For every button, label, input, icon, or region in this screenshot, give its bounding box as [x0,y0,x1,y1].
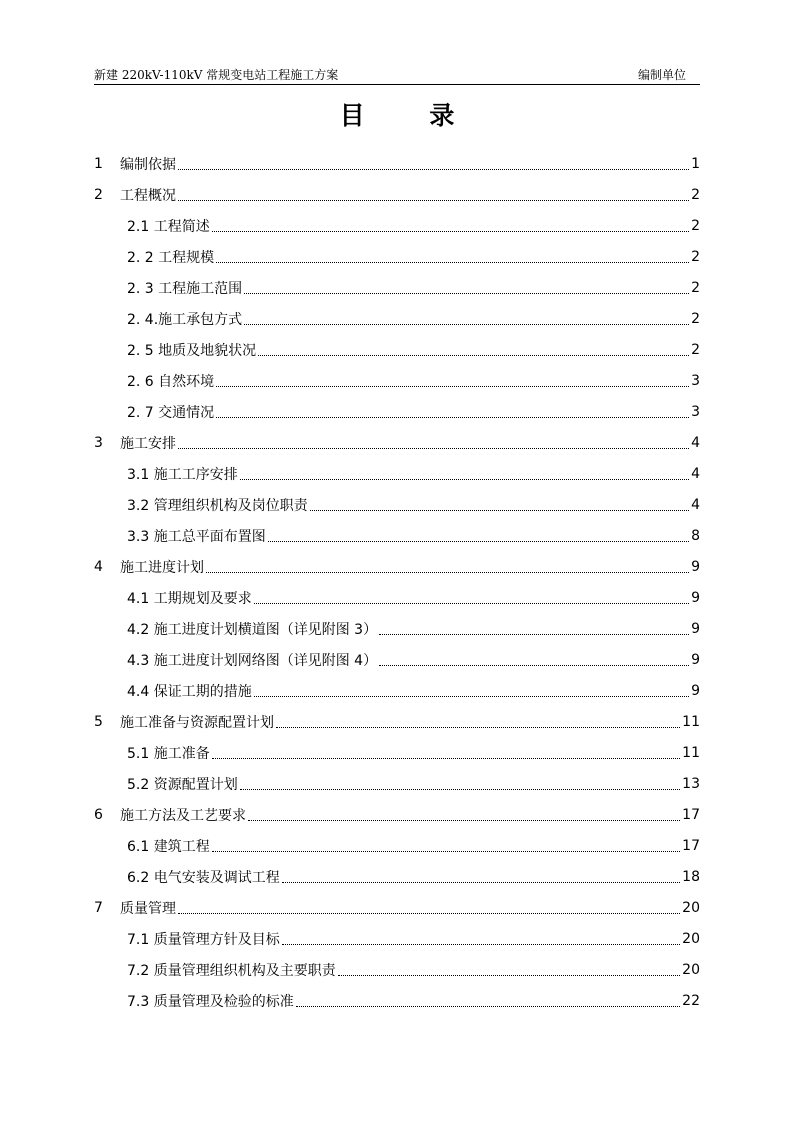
page-header [94,66,700,85]
toc-dot-leader [240,479,689,480]
toc-entry-label: 2. 2 工程规模 [127,249,215,266]
toc-entry-page-number: 17 [682,837,700,854]
toc-entry[interactable] [94,799,700,830]
toc-entry[interactable] [94,582,700,613]
toc-entry-number: 3 [94,434,103,451]
toc-entry-label: 施工进度计划 [120,559,204,576]
toc-entry-page-number: 11 [682,713,700,730]
toc-entry-page-number: 4 [691,434,700,451]
toc-entry-page-number: 3 [691,372,700,389]
toc-dot-leader [379,634,689,635]
toc-entry-number: 6 [94,806,103,823]
toc-entry-page-number: 20 [682,961,700,978]
toc-dot-leader [212,231,689,232]
toc-entry[interactable] [94,210,700,241]
toc-entry[interactable] [94,458,700,489]
toc-dot-leader [178,913,680,914]
toc-entry-label: 施工准备与资源配置计划 [120,714,274,731]
toc-entry[interactable] [94,861,700,892]
toc-entry-label: 4.3 施工进度计划网络图（详见附图 4） [127,652,378,669]
toc-dot-leader [296,1006,680,1007]
toc-entry[interactable] [94,985,700,1016]
toc-entry-number: 2 [94,186,103,203]
toc-entry-page-number: 9 [691,558,700,575]
toc-entry-label: 4.4 保证工期的措施 [127,683,252,700]
toc-entry-label: 3.2 管理组织机构及岗位职责 [127,497,308,514]
toc-entry[interactable] [94,644,700,675]
toc-entry-page-number: 2 [691,217,700,234]
toc-dot-leader [244,293,689,294]
toc-entry-label: 6.2 电气安装及调试工程 [127,869,280,886]
toc-entry-label: 3.1 施工工序安排 [127,466,238,483]
toc-entry-label: 7.2 质量管理组织机构及主要职责 [127,962,336,979]
toc-dot-leader [268,541,689,542]
header-document-title: 新建 220kV-110kV 常规变电站工程施工方案 [94,68,339,82]
toc-entry[interactable] [94,675,700,706]
toc-entry-label: 7.1 质量管理方针及目标 [127,931,280,948]
toc-dot-leader [216,417,689,418]
toc-entry-label: 2. 3 工程施工范围 [127,280,243,297]
toc-dot-leader [254,603,689,604]
toc-entry[interactable] [94,892,700,923]
toc-entry[interactable] [94,396,700,427]
toc-entry-page-number: 22 [682,992,700,1009]
toc-dot-leader [379,665,689,666]
toc-entry-page-number: 1 [691,155,700,172]
toc-dot-leader [244,324,689,325]
toc-dot-leader [216,262,689,263]
toc-entry-label: 2. 7 交通情况 [127,404,215,421]
toc-entry-number: 7 [94,899,103,916]
toc-entry-label: 施工安排 [120,435,176,452]
toc-entry[interactable] [94,179,700,210]
toc-dot-leader [178,169,689,170]
toc-dot-leader [282,944,680,945]
toc-entry-label: 4.2 施工进度计划横道图（详见附图 3） [127,621,378,638]
toc-entry-label: 质量管理 [120,900,176,917]
toc-entry[interactable] [94,830,700,861]
toc-entry-label: 4.1 工期规划及要求 [127,590,252,607]
toc-entry-page-number: 17 [682,806,700,823]
toc-entry-page-number: 20 [682,930,700,947]
toc-entry-label: 2.1 工程简述 [127,218,210,235]
toc-dot-leader [282,882,680,883]
toc-entry-label: 2. 5 地质及地貌状况 [127,342,257,359]
toc-entry-page-number: 9 [691,589,700,606]
toc-entry[interactable] [94,303,700,334]
toc-entry-page-number: 13 [682,775,700,792]
toc-entry[interactable] [94,954,700,985]
header-organization: 编制单位 [637,68,686,82]
toc-entry[interactable] [94,737,700,768]
toc-entry[interactable] [94,520,700,551]
page-title: 目 录 [339,101,483,130]
toc-dot-leader [240,789,680,790]
toc-entry[interactable] [94,613,700,644]
table-of-contents [94,148,700,1016]
toc-entry-page-number: 4 [691,496,700,513]
toc-dot-leader [276,727,680,728]
toc-entry-page-number: 9 [691,620,700,637]
toc-dot-leader [216,386,689,387]
toc-entry-page-number: 2 [691,310,700,327]
toc-entry-label: 6.1 建筑工程 [127,838,210,855]
toc-entry-page-number: 11 [682,744,700,761]
toc-entry[interactable] [94,365,700,396]
toc-entry[interactable] [94,489,700,520]
toc-entry-label: 2. 4.施工承包方式 [127,311,243,328]
toc-entry-label: 2. 6 自然环境 [127,373,215,390]
toc-entry[interactable] [94,334,700,365]
toc-dot-leader [206,572,689,573]
toc-entry[interactable] [94,923,700,954]
toc-entry-label: 工程概况 [120,187,176,204]
toc-entry-page-number: 2 [691,186,700,203]
toc-dot-leader [178,448,689,449]
toc-entry-page-number: 9 [691,651,700,668]
toc-dot-leader [178,200,689,201]
toc-entry-page-number: 2 [691,341,700,358]
toc-entry[interactable] [94,241,700,272]
toc-entry[interactable] [94,706,700,737]
toc-entry-label: 5.1 施工准备 [127,745,210,762]
toc-entry[interactable] [94,272,700,303]
toc-entry[interactable] [94,427,700,458]
toc-dot-leader [254,696,689,697]
toc-entry-page-number: 4 [691,465,700,482]
toc-entry-number: 1 [94,155,103,172]
toc-dot-leader [338,975,680,976]
toc-entry-page-number: 3 [691,403,700,420]
toc-dot-leader [212,758,680,759]
toc-entry-page-number: 2 [691,279,700,296]
toc-entry-number: 5 [94,713,103,730]
toc-dot-leader [310,510,689,511]
toc-entry-page-number: 20 [682,899,700,916]
toc-entry-page-number: 18 [682,868,700,885]
toc-entry-page-number: 2 [691,248,700,265]
toc-entry-label: 7.3 质量管理及检验的标准 [127,993,294,1010]
toc-entry-page-number: 8 [691,527,700,544]
toc-entry-number: 4 [94,558,103,575]
toc-dot-leader [258,355,689,356]
toc-entry-label: 5.2 资源配置计划 [127,776,238,793]
toc-dot-leader [212,851,680,852]
toc-entry[interactable] [94,768,700,799]
toc-entry-page-number: 9 [691,682,700,699]
toc-entry-label: 施工方法及工艺要求 [120,807,246,824]
toc-entry-label: 3.3 施工总平面布置图 [127,528,266,545]
toc-entry[interactable] [94,551,700,582]
toc-dot-leader [248,820,680,821]
toc-entry[interactable] [94,148,700,179]
toc-entry-label: 编制依据 [120,156,176,173]
